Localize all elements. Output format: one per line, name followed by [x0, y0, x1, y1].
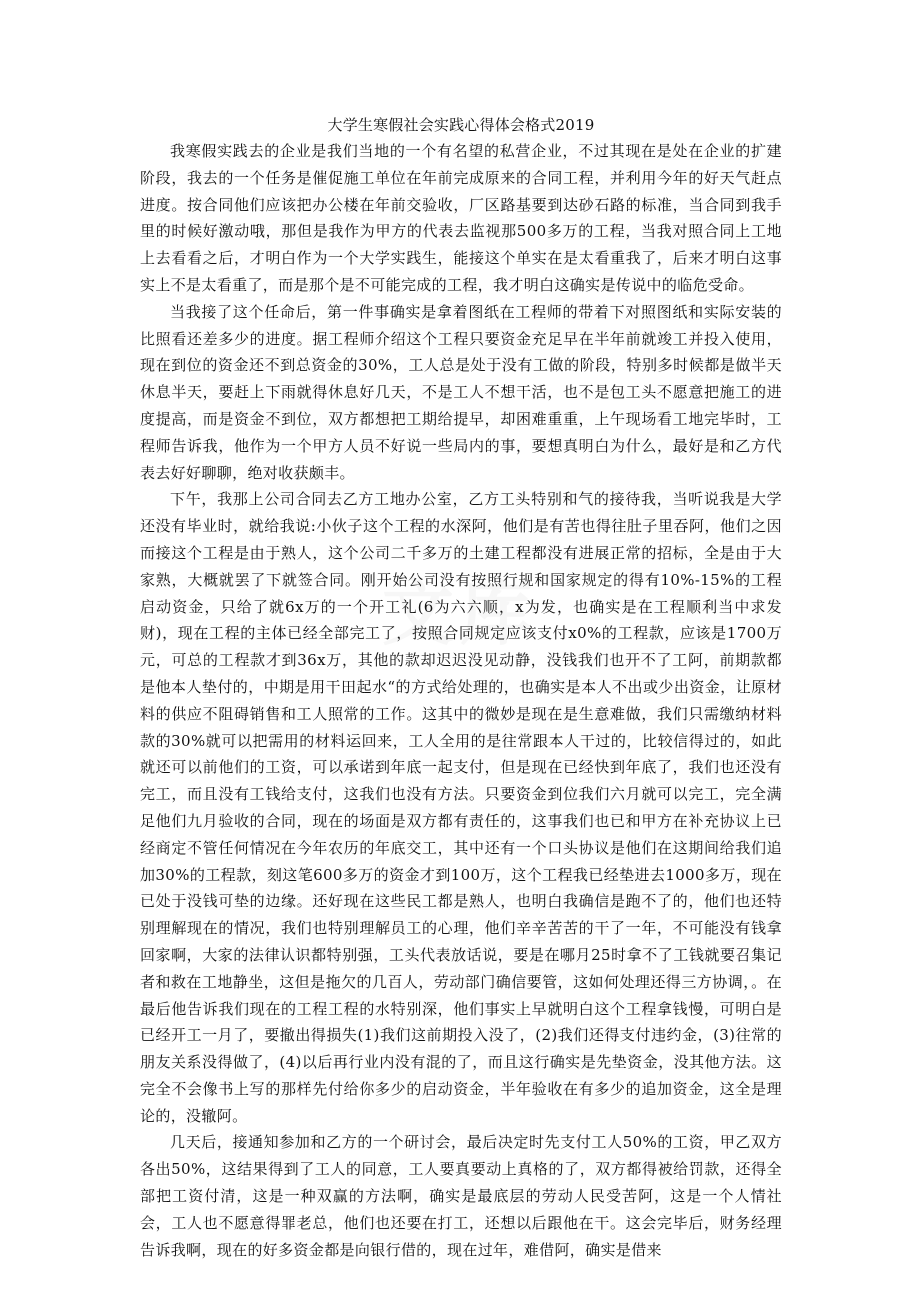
paragraph-2: 当我接了这个任命后，第一件事确实是拿着图纸在工程师的带着下对照图纸和实际安装的比照看还差多少的进度。据工程师介绍这个工程只要资金充足早在半年前就竣工并投入使用，现在到位的资金还不到总资金的30%，工人总是处于没有工做的阶段，特别多时候都是做半天休息半天，要赶上下雨就得休息好几天，不是工人不想干活，也不是包工头不愿意把施工的进度提高，而是资金不到位，双方都想把工期给提早，却困难重重，上午现场看工地完毕时，工程师告诉我，他作为一个甲方人员不好说一些局内的事，要想真明白为什么，最好是和乙方代表去好好聊聊，绝对收获颇丰。	[140, 302, 782, 482]
paragraph-3: 下午，我那上公司合同去乙方工地办公室，乙方工头特别和气的接待我，当听说我是大学还没有毕业时，就给我说:小伙子这个工程的水深阿，他们是有苦也得往肚子里吞阿，他们之因而接这个工程是由于熟人，这个公司二千多万的土建工程都没有进展正常的招标，全是由于大家熟，大概就罢了下就签合同。刚开始公司没有按照行规和国家规定的得有10%-15%的工程启动资金，只给了就6x万的一个开工礼(6为六六顺，x为发，也确实是在工程顺利当中求发财)，现在工程的主体已经全部完工了，按照合同规定应该支付x0%的工程款，应该是1700万元，可总的工程款才到36x万，其他的款却迟迟没见动静，没钱我们也开不了工阿，前期款都是他本人垫付的，中期是用干田起水“的方式给处理的，也确实是本人不出或少出资金，让原材料的供应不阻碍销售和工人照常的工作。这其中的微妙是现在是生意难做，我们只需缴纳材料款的30%就可以把需用的材料运回来，工人全用的是往常跟本人干过的，比较信得过的，如此就还可以前他们的工资，可以承诺到年底一起支付，但是现在已经快到年底了，我们也还没有完工，而且没有工钱给支付，这我们也没有方法。只要资金到位我们六月就可以完工，完全满足他们九月验收的合同，现在的场面是双方都有责任的，这事我们也已和甲方在补充协议上已经商定不管任何情况在今年农历的年底交工，其中还有一个口头协议是他们在这期间给我们追加30%的工程款，刻这笔600多万的资金才到100万，这个工程我已经垫进去1000多万，现在已处于没钱可垫的边缘。还好现在这些民工都是熟人，也明白我确信是跑不了的，他们也还特别理解现在的情况，我们也特别理解员工的心理，他们辛辛苦苦的干了一年，不可能没有钱拿回家啊，大家的法律认识都特别强，工头代表放话说，要是在哪月25时拿不了工钱就要召集记者和救在工地静坐，这但是拖欠的几百人，劳动部门确信要管，这如何处理还得三方协调，。在最后他告诉我们现在的工程工程的水特别深，他们事实上早就明白这个工程拿钱慢，可明白是已经开工一月了，要撤出得损失(1)我们这前期投入没了，(2)我们还得支付违约金，(3)往常的朋友关系没得做了，(4)以后再行业内没有混的了，而且这行确实是先垫资金，没其他方法。这完全不会像书上写的那样先付给你多少的启动资金，半年验收在有多少的追加资金，这全是理论的，没辙阿。	[140, 490, 782, 1125]
document-title: 大学生寒假社会实践心得体会格式2019	[327, 116, 595, 134]
paragraph-4: 几天后，接通知参加和乙方的一个研讨会，最后决定时先支付工人50%的工资，甲乙双方各出50%，这结果得到了工人的同意，工人要真要动上真格的了，双方都得被给罚款，还得全部把工资付清，这是一种双赢的方法啊，确实是最底层的劳动人民受苦阿，这是一个人情社会，工人也不愿意得罪老总，他们也还要在打工，还想以后跟他在干。这会完毕后，财务经理告诉我啊，现在的好多资金都是向银行借的，现在过年，难借阿，确实是借来	[140, 1133, 782, 1259]
faint-watermark: 文库	[381, 574, 538, 654]
document-page	[140, 114, 782, 1263]
paragraph-1: 我寒假实践去的企业是我们当地的一个有名望的私营企业，不过其现在是处在企业的扩建阶段，我去的一个任务是催促施工单位在年前完成原来的合同工程，并利用今年的好天气赶点进度。按合同他们应该把办公楼在年前交验收，厂区路基要到达砂石路的标准，当合同到我手里的时候好激动哦，那但是我作为甲方的代表去监视那500多万的工程，当我对照合同上工地上去看看之后，才明白作为一个大学实践生，能接这个单实在是太看重我了，后来才明白这事实上不是太看重了，而是那个是不可能完成的工程，我才明白这确实是传说中的临危受命。	[140, 142, 782, 294]
